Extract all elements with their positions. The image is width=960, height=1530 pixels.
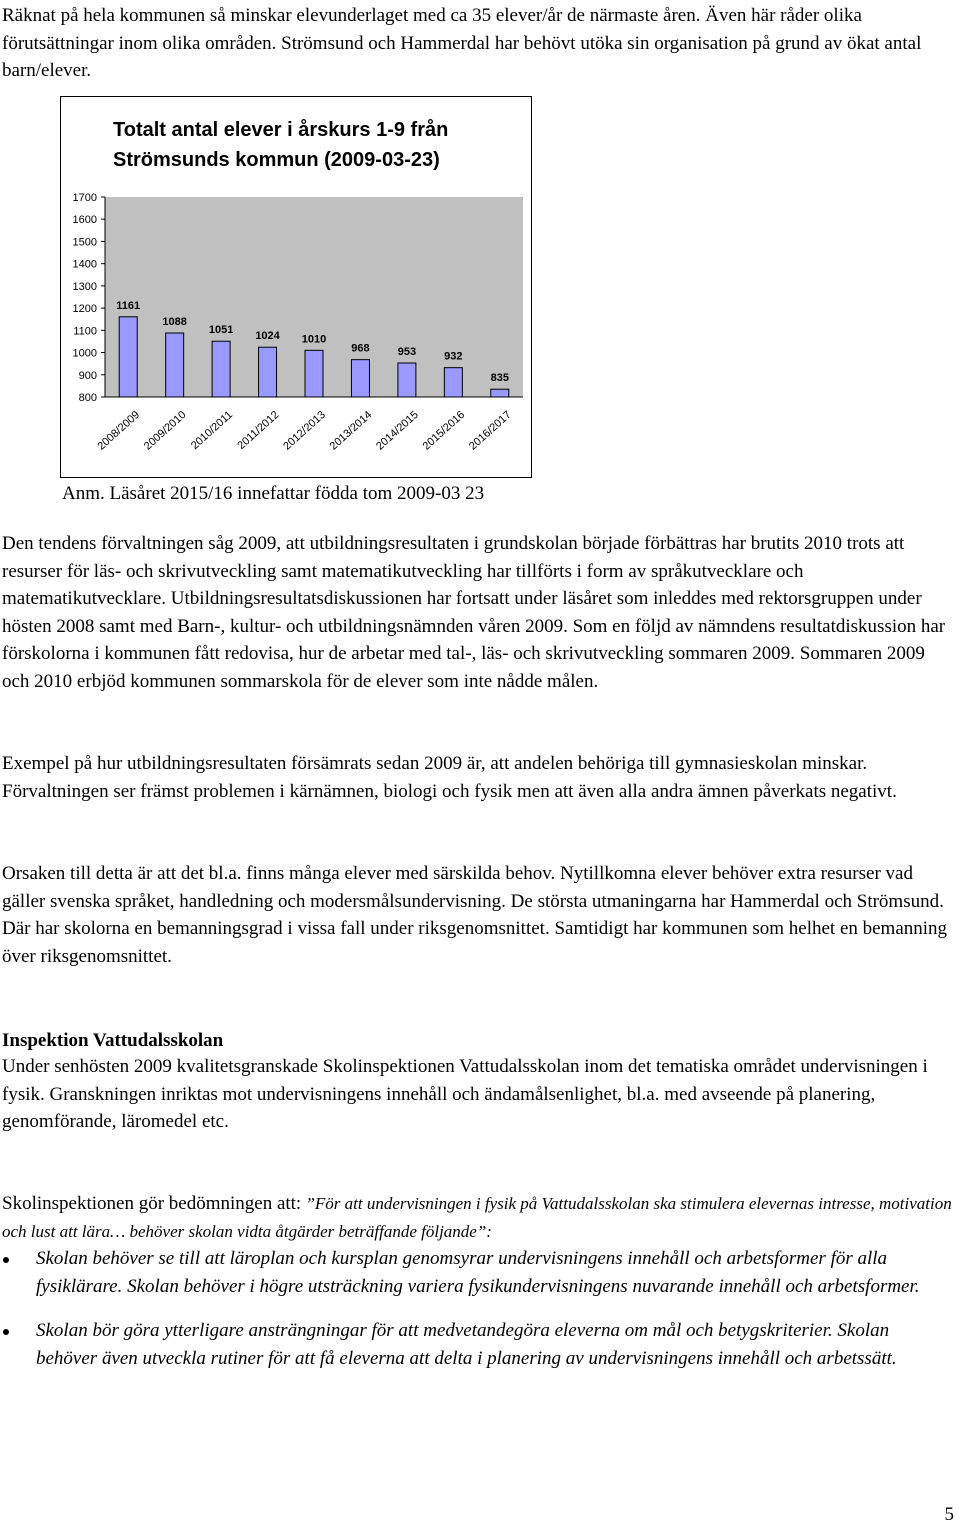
- y-tick-label: 1600: [72, 214, 97, 227]
- data-label: 835: [490, 372, 509, 385]
- bullet-dot-icon: [3, 1329, 9, 1335]
- y-tick-label: 1200: [72, 303, 97, 316]
- bar: [259, 347, 277, 397]
- student-count-chart: [60, 96, 532, 478]
- y-tick-label: 1000: [72, 347, 97, 360]
- chart-title: Totalt antal elever i årskurs 1-9 från Strömsunds kommun (2009-03-23): [113, 119, 449, 171]
- bullet-text: Skolan behöver se till att läroplan och kursplan genomsyrar undervisningens innehåll och arbetsformer för alla fysiklärare. Skolan behöver i högre utsträckning variera fysikundervisningens nuvarande innehåll och arbetsformer.: [36, 1248, 920, 1297]
- page-number: 5: [944, 1504, 954, 1525]
- x-tick-label: 2016/2017: [467, 408, 514, 453]
- x-tick-label: 2010/2011: [188, 408, 236, 453]
- y-tick-label: 1400: [72, 258, 97, 271]
- y-tick-label: 1300: [72, 280, 97, 293]
- assessment-lead: Skolinspektionen gör bedömningen att:: [2, 1193, 302, 1214]
- data-label: 1088: [162, 316, 187, 328]
- data-label: 968: [351, 342, 370, 355]
- data-label: 1051: [208, 324, 234, 337]
- y-tick-label: 1100: [73, 325, 97, 338]
- bar: [351, 360, 369, 397]
- x-tick-label: 2009/2010: [141, 408, 189, 453]
- y-tick-label: 800: [78, 392, 97, 404]
- y-tick-label: 900: [78, 369, 97, 382]
- data-label: 1161: [116, 299, 141, 312]
- x-tick-label: 2013/2014: [327, 408, 375, 453]
- assessment-quote: ”För att undervisningen i fysik på Vattudalsskolan ska stimulera elevernas intresse, motivation och lust att lära… behöver skolan vidta åtgärder beträffande följande”:: [2, 1194, 952, 1241]
- bar: [398, 363, 416, 397]
- y-tick-label: 1500: [72, 236, 97, 249]
- data-label: 1010: [301, 333, 327, 346]
- bar: [444, 368, 462, 397]
- x-tick-label: 2014/2015: [374, 408, 421, 453]
- bullet-dot-icon: [3, 1257, 9, 1263]
- x-tick-label: 2012/2013: [281, 408, 328, 453]
- bar: [491, 389, 509, 397]
- inspection-heading: Inspektion Vattudalsskolan: [2, 1030, 224, 1051]
- tendency-paragraph: Den tendens förvaltningen såg 2009, att utbildningsresultaten i grundskolan började förbättras har brutits 2010 trots att resurser för läs- och skrivutveckling samt matematikutveckling har tillförts i form av språkutvecklare och matematikutvecklare. Utbildningsresultatsdiskussionen har fortsatt under läsåret som inleddes med rektorsgruppen under hösten 2008 samt med Barn-, kultur- och utbildningsnämnden våren 2009. Som en följd av nämndens resultatdiskussion har förskolorna i kommunen fått redovisa, hur de arbetar med tal-, läs- och skrivutveckling sommaren 2009. Sommaren 2009 och 2010 erbjöd kommunen sommarskola för de elever som inte nådde målen.: [2, 533, 946, 692]
- chart-note: Anm. Läsåret 2015/16 innefattar födda tom 2009-03 23: [62, 483, 485, 504]
- bar: [166, 333, 184, 397]
- data-label: 953: [397, 346, 417, 358]
- bar: [212, 341, 230, 397]
- data-label: 1024: [255, 330, 280, 343]
- x-tick-label: 2015/2016: [420, 408, 468, 453]
- assessment-paragraph: [2, 1190, 952, 1245]
- y-tick-label: 1700: [72, 192, 97, 204]
- example-paragraph: Exempel på hur utbildningsresultaten försämrats sedan 2009 är, att andelen behöriga till gymnasieskolan minskar. Förvaltningen ser främst problemen i kärnämnen, biologi och fysik men att även alla andra ämnen påverkats negativt.: [2, 753, 897, 802]
- x-tick-label: 2011/2012: [235, 408, 282, 453]
- x-tick-label: 2008/2009: [95, 408, 143, 453]
- intro-paragraph: Räknat på hela kommunen så minskar elevunderlaget med ca 35 elever/år de närmaste åren. Även här råder olika förutsättningar inom olika områden. Strömsund och Hammerdal har behövt utöka sin organisation på grund av ökat antal barn/elever.: [2, 5, 922, 81]
- bullet-list: [2, 1245, 952, 1372]
- bullet-item: [2, 1245, 952, 1300]
- reason-paragraph: Orsaken till detta är att det bl.a. finns många elever med särskilda behov. Nytillkomna elever behöver extra resurser vad gäller svenska språket, handledning och modersmålsundervisning. De största utmaningarna har Hammerdal och Strömsund. Där har skolorna en bemanningsgrad i vissa fall under riksgenomsnittet. Samtidigt har kommunen som helhet en bemanning över riksgenomsnittet.: [2, 863, 948, 967]
- data-label: 932: [444, 350, 463, 363]
- bar: [305, 350, 323, 397]
- inspection-paragraph: Under senhösten 2009 kvalitetsgranskade Skolinspektionen Vattudalsskolan inom det tematiska området undervisningen i fysik. Granskningen inriktas mot undervisningens innehåll och ändamålsenlighet, bl.a. med avseende på planering, genomförande, läromedel etc.: [2, 1056, 928, 1132]
- bullet-text: Skolan bör göra ytterligare ansträngningar för att medvetandegöra eleverna om mål och betygskriterier. Skolan behöver även utveckla rutiner för att få eleverna att delta i planering av undervisningens innehåll och arbetssätt.: [36, 1320, 897, 1369]
- bar: [119, 317, 137, 397]
- bullet-item: [2, 1317, 952, 1372]
